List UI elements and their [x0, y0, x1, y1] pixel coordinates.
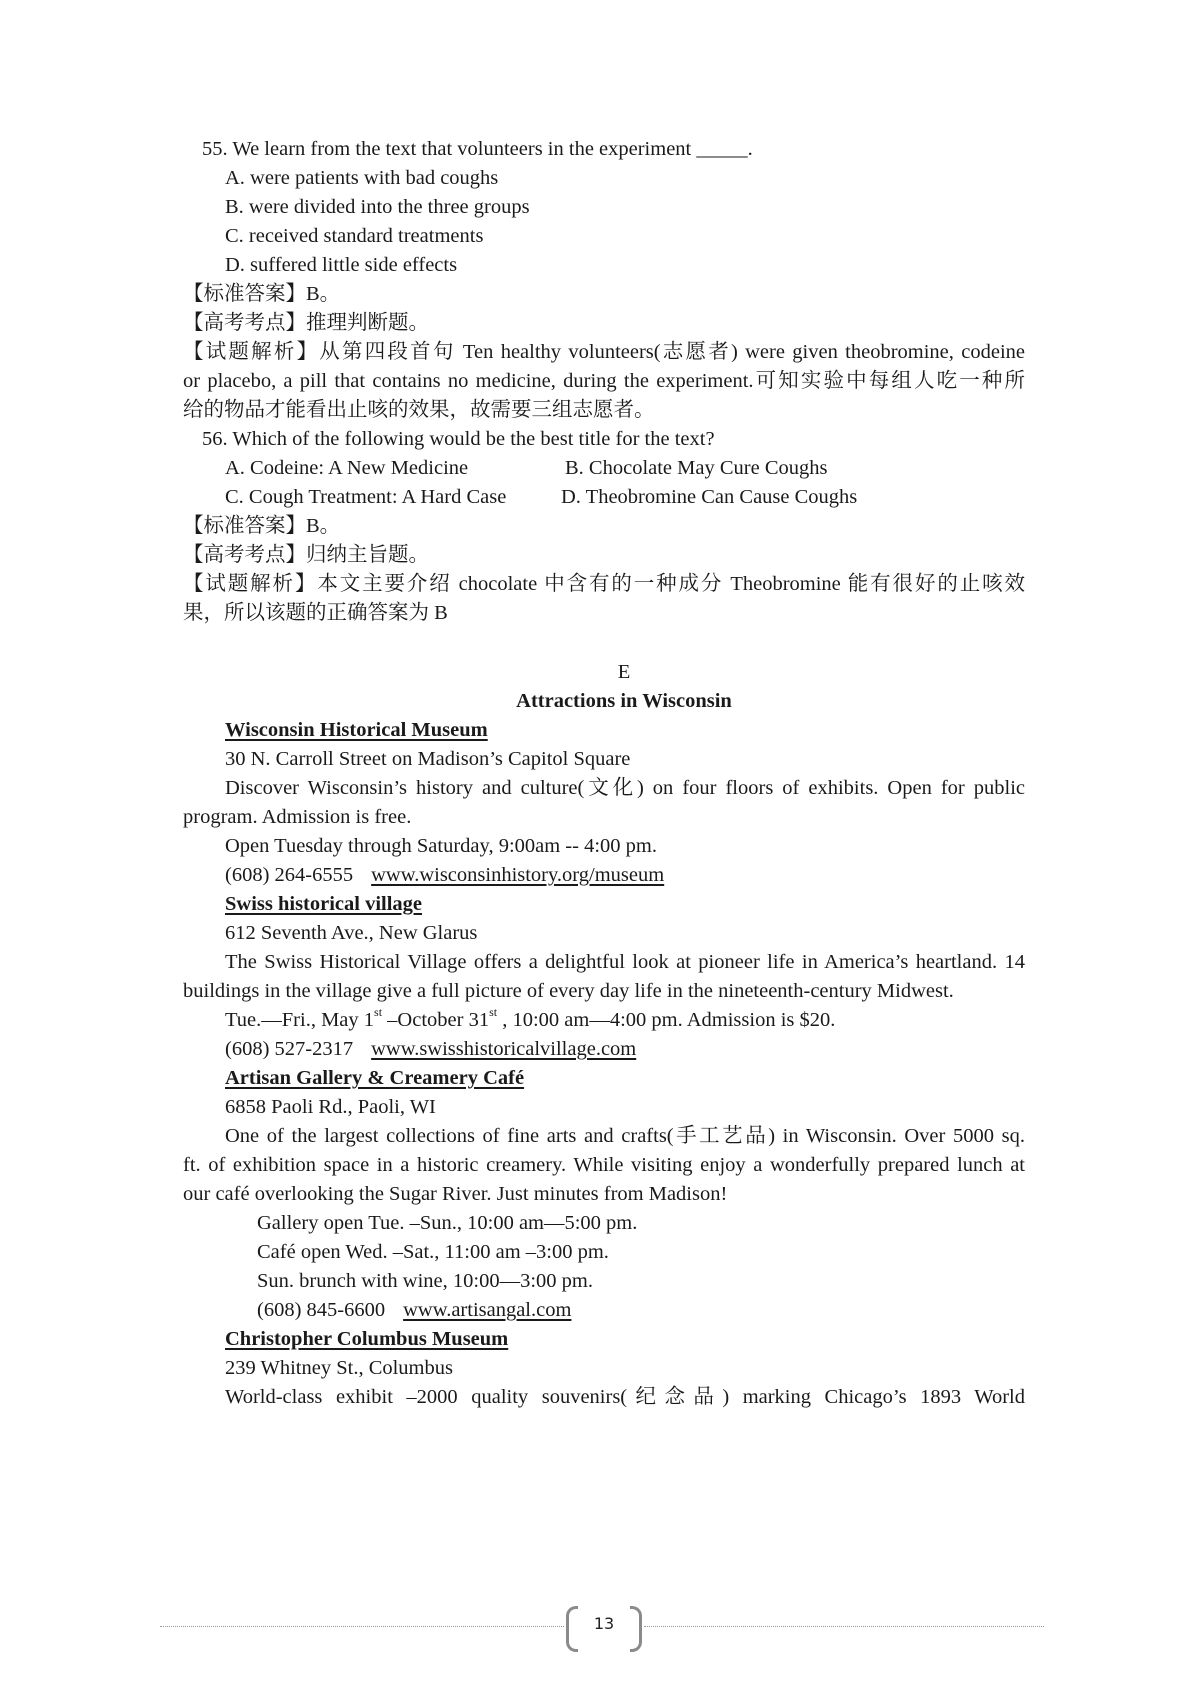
website-link[interactable]: www.wisconsinhistory.org/museum	[371, 864, 665, 886]
analysis-line: or placebo, a pill that contains no medicine, during the experiment.可知实验中每组人吃一种所	[183, 370, 1025, 392]
attraction-description: ft. of exhibition space in a historic creamery. While visiting enjoy a wonderfully prepared lunch at	[183, 1154, 1025, 1176]
attraction-address: 239 Whitney St., Columbus	[225, 1357, 453, 1379]
option-d: D. suffered little side effects	[225, 254, 458, 276]
attraction-description: World-class exhibit –2000 quality souvenirs(纪念品) marking Chicago’s 1893 World	[225, 1386, 1025, 1408]
attraction-hours: Café open Wed. –Sat., 11:00 am –3:00 pm.	[257, 1241, 609, 1263]
attraction-description: One of the largest collections of fine arts and crafts(手工艺品) in Wisconsin. Over 5000 sq.	[225, 1125, 1025, 1147]
phone-number: (608) 527-2317	[225, 1038, 354, 1060]
analysis-line: 【试题解析】从第四段首句 Ten healthy volunteers(志愿者) were given theobromine, codeine	[183, 341, 1025, 363]
attraction-hours: Sun. brunch with wine, 10:00—3:00 pm.	[257, 1270, 593, 1292]
attraction-description: Discover Wisconsin’s history and culture(文化) on four floors of exhibits. Open for public	[225, 777, 1025, 799]
attraction-name: Swiss historical village	[225, 893, 423, 915]
attraction-contact	[225, 1034, 636, 1064]
phone-number: (608) 845-6600	[257, 1299, 386, 1321]
option-b: B. Chocolate May Cure Coughs	[565, 457, 828, 479]
section-title: Attractions in Wisconsin	[516, 690, 732, 712]
footer-rule-left	[160, 1626, 564, 1627]
attraction-name: Artisan Gallery & Creamery Café	[225, 1067, 525, 1089]
attraction-description: program. Admission is free.	[183, 806, 412, 828]
website-link[interactable]: www.artisangal.com	[403, 1299, 572, 1321]
standard-answer: 【标准答案】B。	[183, 515, 341, 537]
attraction-name: Christopher Columbus Museum	[225, 1328, 509, 1350]
option-c: C. Cough Treatment: A Hard Case	[225, 486, 507, 508]
hours-part: –October 31	[382, 1009, 490, 1031]
right-brace-icon	[630, 1606, 642, 1652]
page-number-badge	[566, 1606, 642, 1648]
phone-number: (608) 264-6555	[225, 864, 354, 886]
attraction-hours	[225, 1005, 835, 1035]
option-d: D. Theobromine Can Cause Coughs	[561, 486, 858, 508]
option-a: A. Codeine: A New Medicine	[225, 457, 469, 479]
standard-answer: 【标准答案】B。	[183, 283, 341, 305]
question-56-stem: 56. Which of the following would be the best title for the text?	[202, 428, 715, 450]
section-letter: E	[617, 661, 631, 683]
attraction-description: buildings in the village give a full picture of every day life in the nineteenth-century Midwest.	[183, 980, 954, 1002]
hours-part: , 10:00 am—4:00 pm. Admission is $20.	[497, 1009, 836, 1031]
attraction-description: our café overlooking the Sugar River. Just minutes from Madison!	[183, 1183, 728, 1205]
hours-part: Tue.—Fri., May 1	[225, 1009, 375, 1031]
option-c: C. received standard treatments	[225, 225, 484, 247]
attraction-hours: Open Tuesday through Saturday, 9:00am -- 4:00 pm.	[225, 835, 657, 857]
attraction-contact	[257, 1295, 571, 1325]
option-b: B. were divided into the three groups	[225, 196, 530, 218]
attraction-hours: Gallery open Tue. –Sun., 10:00 am—5:00 pm.	[257, 1212, 638, 1234]
attraction-contact	[225, 860, 664, 890]
attraction-name: Wisconsin Historical Museum	[225, 719, 488, 741]
website-link[interactable]: www.swisshistoricalvillage.com	[371, 1038, 637, 1060]
attraction-address: 612 Seventh Ave., New Glarus	[225, 922, 478, 944]
analysis-line: 给的物品才能看出止咳的效果，故需要三组志愿者。	[183, 399, 655, 421]
attraction-description: The Swiss Historical Village offers a delightful look at pioneer life in America’s heartland. 14	[225, 951, 1025, 973]
question-55-stem: 55. We learn from the text that volunteers in the experiment _____.	[202, 138, 753, 160]
attraction-address: 30 N. Carroll Street on Madison’s Capitol Square	[225, 748, 631, 770]
ordinal-suffix: st	[489, 1005, 498, 1020]
exam-point: 【高考考点】推理判断题。	[183, 312, 429, 334]
footer-rule-right	[644, 1626, 1044, 1627]
page-number: 13	[593, 1614, 615, 1633]
ordinal-suffix: st	[374, 1005, 383, 1020]
analysis-line: 【试题解析】本文主要介绍 chocolate 中含有的一种成分 Theobromine 能有很好的止咳效	[183, 573, 1025, 595]
option-a: A. were patients with bad coughs	[225, 167, 499, 189]
exam-point: 【高考考点】归纳主旨题。	[183, 544, 429, 566]
analysis-line: 果，所以该题的正确答案为 B	[183, 602, 448, 624]
attraction-address: 6858 Paoli Rd., Paoli, WI	[225, 1096, 436, 1118]
